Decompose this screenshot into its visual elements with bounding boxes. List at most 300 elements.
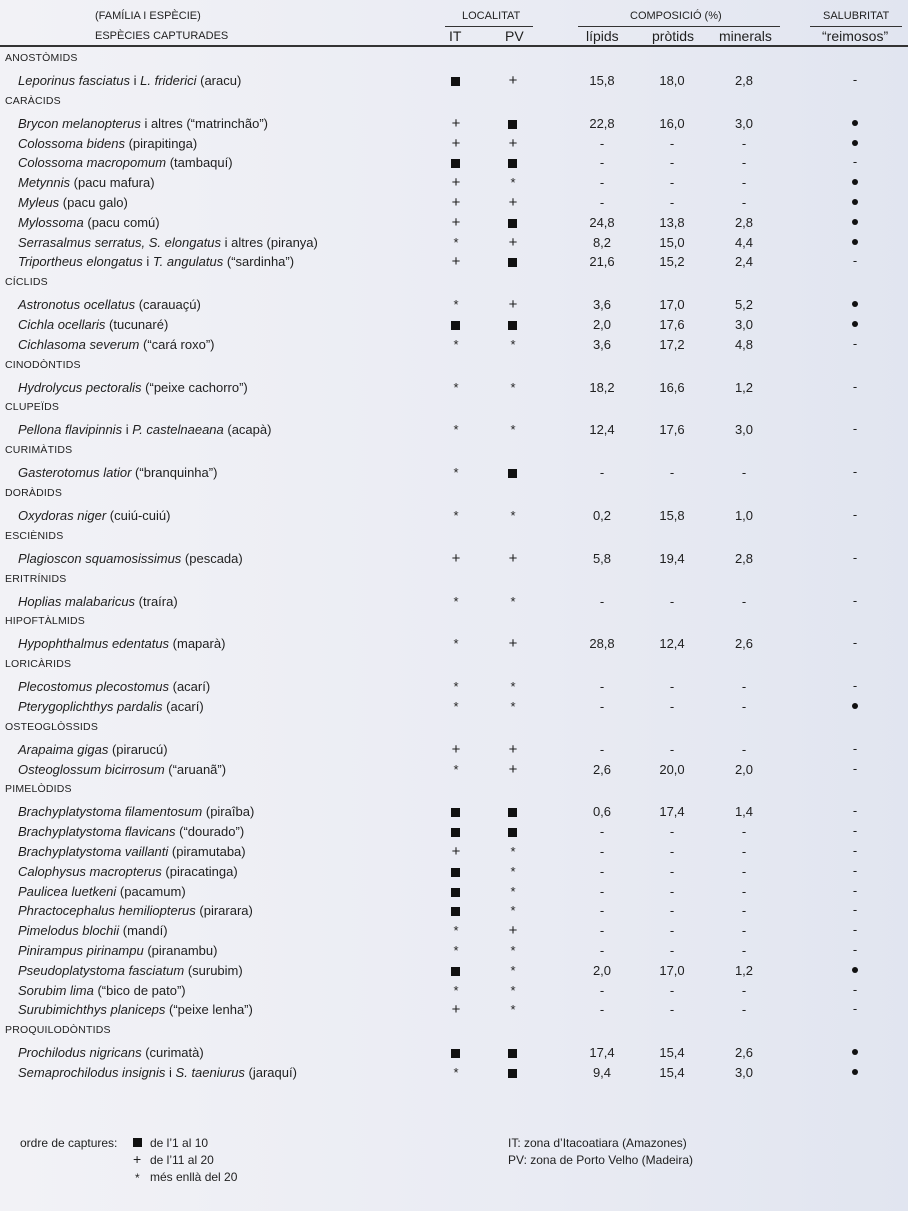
header-protids: pròtids <box>652 28 695 44</box>
it-rank-icon <box>436 315 476 335</box>
reimoso-dash <box>840 1000 870 1020</box>
reimoso-dash <box>840 740 870 760</box>
table-row <box>0 173 908 193</box>
minerals-value: - <box>741 699 747 714</box>
pv-rank-icon <box>493 335 533 355</box>
species-name: Serrasalmus serratus, S. elongatus i altres (piranya) <box>18 234 318 250</box>
family-heading: ANOSTÒMIDS <box>5 52 78 64</box>
species-name: Leporinus fasciatus i L. friderici (aracu) <box>18 73 242 88</box>
minerals-value: 2,8 <box>734 73 754 88</box>
lipids-value: - <box>599 844 605 859</box>
pv-rank-icon <box>493 153 533 173</box>
reimoso-dash <box>840 378 870 398</box>
lipids-value: - <box>599 699 605 714</box>
reimoso-dot-icon <box>840 697 870 717</box>
species-name: Phractocephalus hemiliopterus (pirarara) <box>18 903 253 919</box>
species-name: Sorubim lima (“bico de pato”) <box>18 982 186 998</box>
it-rank-icon <box>436 842 476 862</box>
family-heading: PROQUILODÒNTIDS <box>5 1024 111 1037</box>
lipids-value: 24,8 <box>589 214 615 230</box>
family-heading: CURIMÀTIDS <box>5 444 73 457</box>
family-heading: ESCIÈNIDS <box>5 529 64 542</box>
header-localitat: LOCALITAT <box>462 10 521 22</box>
species-name: Paulicea luetkeni (pacamum) <box>18 883 186 899</box>
pv-rank-icon <box>493 134 533 154</box>
pv-rank-icon <box>493 921 533 941</box>
protids-value: 19,4 <box>659 550 685 566</box>
species-name: Calophysus macropterus (piracatinga) <box>18 863 238 879</box>
table-row <box>0 549 908 569</box>
minerals-value: - <box>741 741 747 757</box>
lipids-value: - <box>599 593 605 609</box>
species-name: Pseudoplatystoma fasciatum (surubim) <box>18 962 243 978</box>
pv-rank-icon <box>493 802 533 822</box>
lipids-value: 8,2 <box>592 234 612 250</box>
minerals-value: 1,4 <box>734 804 754 820</box>
lipids-value: - <box>599 155 605 171</box>
protids-value: - <box>669 679 675 695</box>
reimoso-dash <box>840 981 870 1001</box>
it-rank-icon <box>436 1043 476 1063</box>
legend-plus-icon: + <box>133 1151 142 1167</box>
species-name: Colossoma bidens (pirapitinga) <box>18 135 198 151</box>
species-name: Cichlasoma severum (“cará roxo”) <box>18 336 215 352</box>
lipids-value: 9,4 <box>592 1065 612 1080</box>
protids-value: 15,4 <box>659 1045 685 1061</box>
lipids-value: - <box>599 741 605 757</box>
table-row <box>0 1000 908 1020</box>
minerals-value: 3,0 <box>734 1065 754 1080</box>
pv-rank-icon <box>493 634 533 654</box>
it-rank-icon <box>436 981 476 1001</box>
legend-it-text: IT: zona d’Itacoatiara (Amazones) <box>508 1136 687 1150</box>
pv-rank-icon <box>493 463 533 483</box>
legend-pv-text: PV: zona de Porto Velho (Madeira) <box>508 1153 693 1167</box>
protids-value: 18,0 <box>659 73 685 88</box>
it-rank-icon <box>436 697 476 717</box>
pv-rank-icon <box>493 882 533 902</box>
minerals-value: 1,2 <box>734 962 754 978</box>
reimoso-dash <box>840 335 870 355</box>
minerals-value: 5,2 <box>734 297 754 313</box>
family-heading: CARÀCIDS <box>5 94 61 107</box>
it-rank-icon <box>436 802 476 822</box>
it-rank-icon <box>436 1063 476 1083</box>
table-row <box>0 252 908 272</box>
header-minerals: minerals <box>719 28 772 44</box>
legend-pl-text: de l’11 al 20 <box>150 1153 214 1167</box>
species-name: Plecostomus plecostomus (acarí) <box>18 679 211 695</box>
lipids-value: - <box>599 903 605 919</box>
reimoso-dash <box>840 941 870 961</box>
it-rank-icon <box>436 295 476 315</box>
lipids-value: - <box>599 863 605 879</box>
minerals-value: - <box>741 844 747 859</box>
protids-value: 12,4 <box>659 636 685 652</box>
lipids-value: - <box>599 883 605 899</box>
table-row <box>0 842 908 862</box>
species-name: Pinirampus pirinampu (piranambu) <box>18 943 218 958</box>
pv-rank-icon <box>493 549 533 569</box>
table-row <box>0 961 908 981</box>
table-row <box>0 1043 908 1063</box>
protids-value: 17,0 <box>659 297 685 313</box>
table-row <box>0 981 908 1001</box>
pv-rank-icon <box>493 822 533 842</box>
species-name: Prochilodus nigricans (curimatà) <box>18 1045 204 1061</box>
minerals-value: - <box>741 135 747 151</box>
minerals-value: 2,4 <box>734 254 754 270</box>
species-name: Brachyplatystoma filamentosum (piraîba) <box>18 804 255 820</box>
reimoso-dot-icon <box>840 961 870 981</box>
table-row <box>0 921 908 941</box>
protids-value: - <box>669 943 675 958</box>
protids-value: 17,6 <box>659 317 685 332</box>
reimoso-dot-icon <box>840 295 870 315</box>
species-name: Mylossoma (pacu comú) <box>18 214 160 230</box>
reimoso-dash <box>840 506 870 526</box>
lipids-value: - <box>599 824 605 840</box>
protids-value: 15,0 <box>659 234 685 250</box>
table-row <box>0 71 908 91</box>
pv-rank-icon <box>493 1043 533 1063</box>
composicio-rule <box>578 26 780 27</box>
reimoso-dash <box>840 420 870 440</box>
species-name: Gasterotomus latior (“branquinha”) <box>18 465 218 481</box>
pv-rank-icon <box>493 1063 533 1083</box>
minerals-value: 2,8 <box>734 214 754 230</box>
protids-value: 17,0 <box>659 962 685 978</box>
protids-value: - <box>669 923 675 939</box>
lipids-value: - <box>599 135 605 151</box>
pv-rank-icon <box>493 1000 533 1020</box>
minerals-value: 4,4 <box>734 234 754 250</box>
it-rank-icon <box>436 961 476 981</box>
it-rank-icon <box>436 213 476 233</box>
pv-rank-icon <box>493 420 533 440</box>
table-row <box>0 506 908 526</box>
species-name: Myleus (pacu galo) <box>18 195 128 210</box>
reimoso-dot-icon <box>840 233 870 253</box>
pv-rank-icon <box>493 252 533 272</box>
family-heading: HIPOFTÀLMIDS <box>5 615 85 628</box>
family-heading: CÍCLIDS <box>5 276 48 289</box>
it-rank-icon <box>436 882 476 902</box>
lipids-value: - <box>599 465 605 481</box>
lipids-value: - <box>599 923 605 939</box>
pv-rank-icon <box>493 295 533 315</box>
protids-value: 13,8 <box>659 214 685 230</box>
minerals-value: 2,6 <box>734 636 754 652</box>
pv-rank-icon <box>493 233 533 253</box>
minerals-value: 1,0 <box>734 508 754 523</box>
protids-value: - <box>669 699 675 714</box>
minerals-value: 1,2 <box>734 379 754 395</box>
minerals-value: - <box>741 195 747 210</box>
lipids-value: 21,6 <box>589 254 615 270</box>
protids-value: - <box>669 1002 675 1018</box>
protids-value: - <box>669 135 675 151</box>
species-name: Hydrolycus pectoralis (“peixe cachorro”) <box>18 379 248 395</box>
table-row <box>0 740 908 760</box>
pv-rank-icon <box>493 315 533 335</box>
lipids-value: 17,4 <box>589 1045 615 1061</box>
pv-rank-icon <box>493 981 533 1001</box>
table-row <box>0 463 908 483</box>
reimoso-dash <box>840 802 870 822</box>
reimoso-dash <box>840 252 870 272</box>
pv-rank-icon <box>493 842 533 862</box>
it-rank-icon <box>436 233 476 253</box>
legend-label: ordre de captures: <box>20 1136 118 1150</box>
minerals-value: 3,0 <box>734 422 754 438</box>
minerals-value: - <box>741 943 747 958</box>
protids-value: 20,0 <box>659 761 685 777</box>
localitat-rule <box>445 26 533 27</box>
it-rank-icon <box>436 114 476 134</box>
reimoso-dash <box>840 592 870 612</box>
it-rank-icon <box>436 822 476 842</box>
lipids-value: - <box>599 175 605 191</box>
lipids-value: 28,8 <box>589 636 615 652</box>
it-rank-icon <box>436 420 476 440</box>
header-salubritat: SALUBRITAT <box>823 10 890 22</box>
reimoso-dash <box>840 760 870 780</box>
minerals-value: - <box>741 465 747 481</box>
pv-rank-icon <box>493 506 533 526</box>
lipids-value: 2,0 <box>592 962 612 978</box>
it-rank-icon <box>436 335 476 355</box>
protids-value: - <box>669 741 675 757</box>
family-heading: OSTEOGLÒSSIDS <box>5 720 99 733</box>
it-rank-icon <box>436 252 476 272</box>
table-row <box>0 335 908 355</box>
pv-rank-icon <box>493 193 533 213</box>
reimoso-dash <box>840 634 870 654</box>
it-rank-icon <box>436 921 476 941</box>
it-rank-icon <box>436 193 476 213</box>
table-row <box>0 901 908 921</box>
table-row <box>0 213 908 233</box>
table-row <box>0 677 908 697</box>
protids-value: 17,6 <box>659 422 685 438</box>
table-row <box>0 193 908 213</box>
minerals-value: - <box>741 593 747 609</box>
header-pv: PV <box>505 28 524 44</box>
pv-rank-icon <box>493 740 533 760</box>
lipids-value: 5,8 <box>592 550 612 566</box>
minerals-value: - <box>741 824 747 840</box>
salubritat-rule <box>810 26 902 27</box>
reimoso-dash <box>840 153 870 173</box>
family-heading: DORÀDIDS <box>5 487 63 499</box>
reimoso-dash <box>840 921 870 941</box>
it-rank-icon <box>436 941 476 961</box>
reimoso-dot-icon <box>840 1043 870 1063</box>
species-name: Oxydoras niger (cuiú-cuiú) <box>18 508 171 523</box>
table-row <box>0 134 908 154</box>
family-heading: LORICÀRIDS <box>5 658 72 671</box>
lipids-value: - <box>599 195 605 210</box>
protids-value: 16,0 <box>659 115 685 131</box>
reimoso-dash <box>840 901 870 921</box>
species-name: Semaprochilodus insignis i S. taeniurus (jaraquí) <box>18 1065 297 1080</box>
protids-value: 15,4 <box>659 1065 685 1080</box>
it-rank-icon <box>436 592 476 612</box>
species-name: Astronotus ocellatus (carauaçú) <box>18 297 201 313</box>
it-rank-icon <box>436 760 476 780</box>
species-name: Cichla ocellaris (tucunaré) <box>18 317 169 332</box>
minerals-value: 3,0 <box>734 317 754 332</box>
it-rank-icon <box>436 901 476 921</box>
table-row <box>0 315 908 335</box>
pv-rank-icon <box>493 941 533 961</box>
pv-rank-icon <box>493 71 533 91</box>
minerals-value: - <box>741 1002 747 1018</box>
pv-rank-icon <box>493 862 533 882</box>
pv-rank-icon <box>493 677 533 697</box>
lipids-value: 3,6 <box>592 336 612 352</box>
lipids-value: 12,4 <box>589 422 615 438</box>
protids-value: 15,2 <box>659 254 685 270</box>
header-especies: ESPÈCIES CAPTURADES <box>95 30 229 42</box>
species-name: Plagioscon squamosissimus (pescada) <box>18 550 243 566</box>
lipids-value: 22,8 <box>589 115 615 131</box>
protids-value: - <box>669 175 675 191</box>
family-heading: PIMELÒDIDS <box>5 783 72 796</box>
reimoso-dash <box>840 549 870 569</box>
table-row <box>0 697 908 717</box>
minerals-value: - <box>741 883 747 899</box>
species-name: Hoplias malabaricus (traíra) <box>18 593 178 609</box>
lipids-value: - <box>599 982 605 998</box>
table-row <box>0 760 908 780</box>
header-lipids: lípids <box>586 28 619 44</box>
lipids-value: 2,0 <box>592 317 612 332</box>
reimoso-dot-icon <box>840 213 870 233</box>
protids-value: - <box>669 465 675 481</box>
table-row <box>0 378 908 398</box>
protids-value: - <box>669 824 675 840</box>
minerals-value: - <box>741 863 747 879</box>
it-rank-icon <box>436 378 476 398</box>
reimoso-dot-icon <box>840 1063 870 1083</box>
minerals-value: - <box>741 982 747 998</box>
header-reimosos: “reimosos” <box>822 28 889 44</box>
table-row <box>0 862 908 882</box>
pv-rank-icon <box>493 213 533 233</box>
legend-star-icon: * <box>135 1171 140 1185</box>
species-name: Brycon melanopterus i altres (“matrinchão”) <box>18 115 268 131</box>
species-name: Hypophthalmus edentatus (maparà) <box>18 636 226 652</box>
it-rank-icon <box>436 549 476 569</box>
species-name: Colossoma macropomum (tambaquí) <box>18 155 233 171</box>
lipids-value: 18,2 <box>589 379 615 395</box>
protids-value: - <box>669 593 675 609</box>
lipids-value: 2,6 <box>592 761 612 777</box>
it-rank-icon <box>436 173 476 193</box>
table-row <box>0 822 908 842</box>
species-name: Arapaima gigas (pirarucú) <box>18 741 168 757</box>
minerals-value: - <box>741 155 747 171</box>
minerals-value: 2,6 <box>734 1045 754 1061</box>
family-heading: CLUPEÏDS <box>5 401 60 414</box>
minerals-value: 3,0 <box>734 115 754 131</box>
minerals-value: 2,8 <box>734 550 754 566</box>
it-rank-icon <box>436 740 476 760</box>
species-name: Pterygoplichthys pardalis (acarí) <box>18 699 204 714</box>
reimoso-dash <box>840 862 870 882</box>
table-row <box>0 882 908 902</box>
minerals-value: - <box>741 175 747 191</box>
reimoso-dash <box>840 463 870 483</box>
reimoso-dot-icon <box>840 315 870 335</box>
legend-st-text: més enllà del 20 <box>150 1170 238 1184</box>
table-row <box>0 420 908 440</box>
table-row <box>0 941 908 961</box>
species-name: Metynnis (pacu mafura) <box>18 175 155 191</box>
pv-rank-icon <box>493 592 533 612</box>
pv-rank-icon <box>493 760 533 780</box>
minerals-value: 4,8 <box>734 336 754 352</box>
reimoso-dash <box>840 882 870 902</box>
lipids-value: - <box>599 679 605 695</box>
family-heading: ERITRÍNIDS <box>5 572 67 585</box>
species-name: Surubimichthys planiceps (“peixe lenha”) <box>18 1002 253 1018</box>
it-rank-icon <box>436 71 476 91</box>
lipids-value: - <box>599 943 605 958</box>
protids-value: - <box>669 903 675 919</box>
legend-square-icon <box>133 1138 142 1147</box>
pv-rank-icon <box>493 173 533 193</box>
reimoso-dash <box>840 71 870 91</box>
header-divider <box>0 45 908 47</box>
reimoso-dash <box>840 842 870 862</box>
header-familia: (FAMÍLIA I ESPÈCIE) <box>95 10 201 22</box>
table-row <box>0 1063 908 1083</box>
it-rank-icon <box>436 634 476 654</box>
reimoso-dash <box>840 677 870 697</box>
species-name: Osteoglossum bicirrosum (“aruanã”) <box>18 761 227 777</box>
pv-rank-icon <box>493 697 533 717</box>
protids-value: 17,4 <box>659 804 685 820</box>
minerals-value: 2,0 <box>734 761 754 777</box>
protids-value: 17,2 <box>659 336 685 352</box>
it-rank-icon <box>436 862 476 882</box>
species-name: Pimelodus blochii (mandí) <box>18 923 168 939</box>
species-name: Triportheus elongatus i T. angulatus (“sardinha”) <box>18 254 295 270</box>
minerals-value: - <box>741 923 747 939</box>
table-row <box>0 592 908 612</box>
minerals-value: - <box>741 903 747 919</box>
reimoso-dot-icon <box>840 114 870 134</box>
lipids-value: - <box>599 1002 605 1018</box>
reimoso-dot-icon <box>840 193 870 213</box>
table-row <box>0 634 908 654</box>
reimoso-dot-icon <box>840 134 870 154</box>
it-rank-icon <box>436 134 476 154</box>
table-row <box>0 153 908 173</box>
protids-value: 16,6 <box>659 379 685 395</box>
lipids-value: 15,8 <box>589 73 615 88</box>
protids-value: 15,8 <box>659 508 685 523</box>
lipids-value: 0,6 <box>592 804 612 820</box>
pv-rank-icon <box>493 901 533 921</box>
it-rank-icon <box>436 506 476 526</box>
protids-value: - <box>669 155 675 171</box>
reimoso-dash <box>840 822 870 842</box>
it-rank-icon <box>436 1000 476 1020</box>
